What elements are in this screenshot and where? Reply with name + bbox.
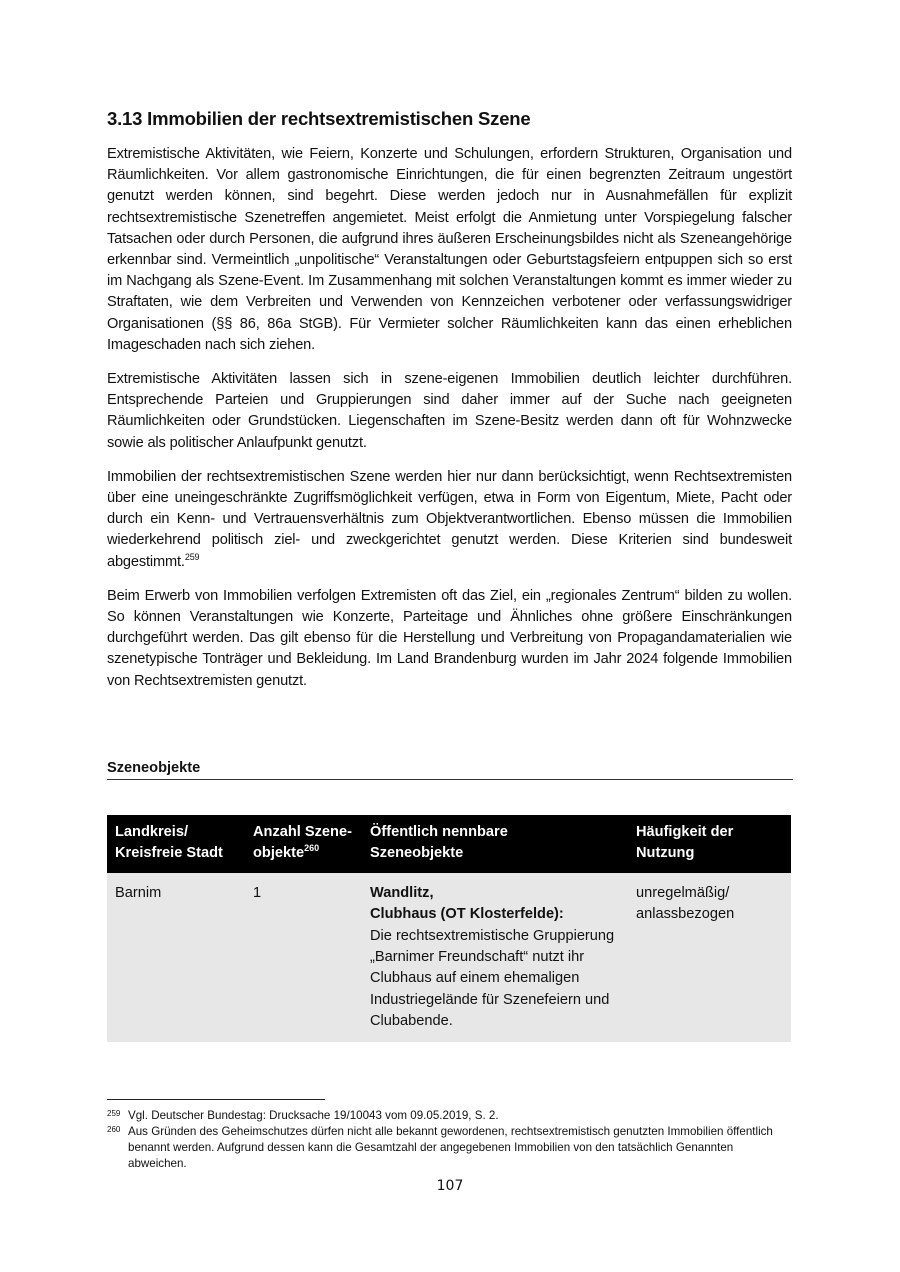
header-objects [362, 815, 628, 873]
header-objects-line1: Öffentlich nennbare [370, 824, 508, 840]
header-frequency-line1: Häufigkeit der [636, 824, 734, 840]
paragraph-1: Extremistische Aktivitäten, wie Feiern, Konzerte und Schulungen, erfordern Strukturen, Organisation und Räumlichkeiten. Vor allem gastronomische Einrichtungen, die für einen begrenzten Zeitraum ungestört genutzt werden können, sind begehrt. Diese werden jedoch nur in Ausnahmefällen für explizit rechtsextremistische Szenetreffen angemietet. Meist erfolgt die Anmietung unter Vorspiegelung falscher Tatsachen oder durch Personen, die aufgrund ihres äußeren Erscheinungsbildes nicht als Szeneangehörige erkennbar sind. Vermeintlich „unpolitische“ Veranstaltungen oder Geburtstagsfeiern entpuppen sich so erst im Nachgang als Szene-Event. Im Zusammenhang mit solchen Veranstaltungen kommt es immer wieder zu Straftaten, wie dem Verbreiten und Verwenden von Kennzeichen verbotener oder verfassungswidriger Organisationen (§§ 86, 86a StGB). Für Vermieter solcher Räumlichkeiten kann das einen erheblichen Imageschaden nach sich ziehen. [107, 146, 792, 353]
cell-objects [362, 873, 628, 1042]
header-district [107, 815, 245, 873]
object-name: Clubhaus (OT Klosterfelde): [370, 906, 564, 923]
header-count-line1: Anzahl Szene- [253, 824, 352, 840]
footnote-ref-260[interactable]: 260 [304, 843, 320, 854]
szeneobjekte-table [107, 815, 791, 1042]
page-number: 107 [436, 1178, 464, 1194]
paragraph-2: Extremistische Aktivitäten lassen sich in szene-eigenen Immobilien deutlich leichter durchführen. Entsprechende Parteien und Gruppierungen sind daher immer auf der Suche nach geeigneten Räumlichkeiten oder Grundstücken. Liegenschaften im Szene-Besitz werden dann oft für Wohnzwecke sowie als politischer Anlaufpunkt genutzt. [107, 371, 792, 451]
cell-district: Barnim [107, 873, 245, 1042]
footnote-number: 259 [107, 1109, 121, 1118]
section-title: 3.13 Immobilien der rechtsextremistischen Szene [107, 108, 531, 129]
table-header-row [107, 815, 791, 873]
cell-count: 1 [245, 873, 362, 1042]
footnote-divider [107, 1099, 325, 1100]
table-label: Szeneobjekte [107, 760, 793, 780]
main-content [107, 108, 792, 705]
paragraph-3 [107, 467, 792, 573]
footnote-ref-259[interactable]: 259 [184, 551, 200, 562]
footnote-text: Vgl. Deutscher Bundestag: Drucksache 19/10043 vom 09.05.2019, S. 2. [128, 1109, 499, 1122]
frequency-line1: unregelmäßig/ [636, 884, 730, 901]
paragraph-3-text: Immobilien der rechtsextremistischen Szene werden hier nur dann berücksichtigt, wenn Rechtsextremisten über eine uneingeschränkte Zugriffsmöglichkeit verfügen, etwa in Form von Eigentum, Miete, Pacht oder durch ein Kenn- und Vertrauensverhältnis zum Objektverantwortlichen. Ebenso müssen die Immobilien wiederkehrend politisch ziel- und zweckgerichtet genutzt werden. Diese Kriterien sind bundesweit abgestimmt. [107, 468, 792, 570]
footnote-259 [107, 1108, 787, 1124]
frequency-line2: anlassbezogen [636, 906, 735, 923]
header-frequency [628, 815, 791, 873]
header-count-line2 [253, 843, 354, 864]
header-objects-line2: Szeneobjekte [370, 845, 464, 862]
table-row [107, 873, 791, 1042]
footnote-number: 260 [107, 1125, 121, 1134]
header-count [245, 815, 362, 873]
footnotes [107, 1108, 787, 1172]
paragraph-4: Beim Erwerb von Immobilien verfolgen Extremisten oft das Ziel, ein „regionales Zentrum“ bilden zu wollen. So können Veranstaltungen wie Konzerte, Parteitage und Ähnliches ohne größere Einschränkungen durchgeführt werden. Das gilt ebenso für die Herstellung und Verbreitung von Propagandamaterialien wie szenetypische Tonträger und Bekleidung. Im Land Brandenburg wurden im Jahr 2024 folgende Immobilien von Rechtsextremisten genutzt. [107, 587, 792, 689]
object-description: Die rechtsextremistische Gruppierung „Barnimer Freundschaft“ nutzt ihr Clubhaus auf einem ehemaligen Industriegelände für Szenefeiern und Clubabende. [370, 927, 615, 1030]
header-frequency-line2: Nutzung [636, 845, 695, 862]
header-district-line2: Kreisfreie Stadt [115, 845, 223, 862]
header-count-line2-text: objekte [253, 845, 305, 862]
object-place: Wandlitz, [370, 884, 434, 901]
cell-frequency [628, 873, 791, 1042]
footnote-260 [107, 1124, 787, 1172]
footnote-text: Aus Gründen des Geheimschutzes dürfen nicht alle bekannt gewordenen, rechtsextremistisch genutzten Immobilien öffentlich benannt werden. Aufgrund dessen kann die Gesamtzahl der angegebenen Immobilien von den tatsächlich Genannten abweichen. [128, 1125, 773, 1170]
header-district-line1: Landkreis/ [115, 824, 188, 840]
